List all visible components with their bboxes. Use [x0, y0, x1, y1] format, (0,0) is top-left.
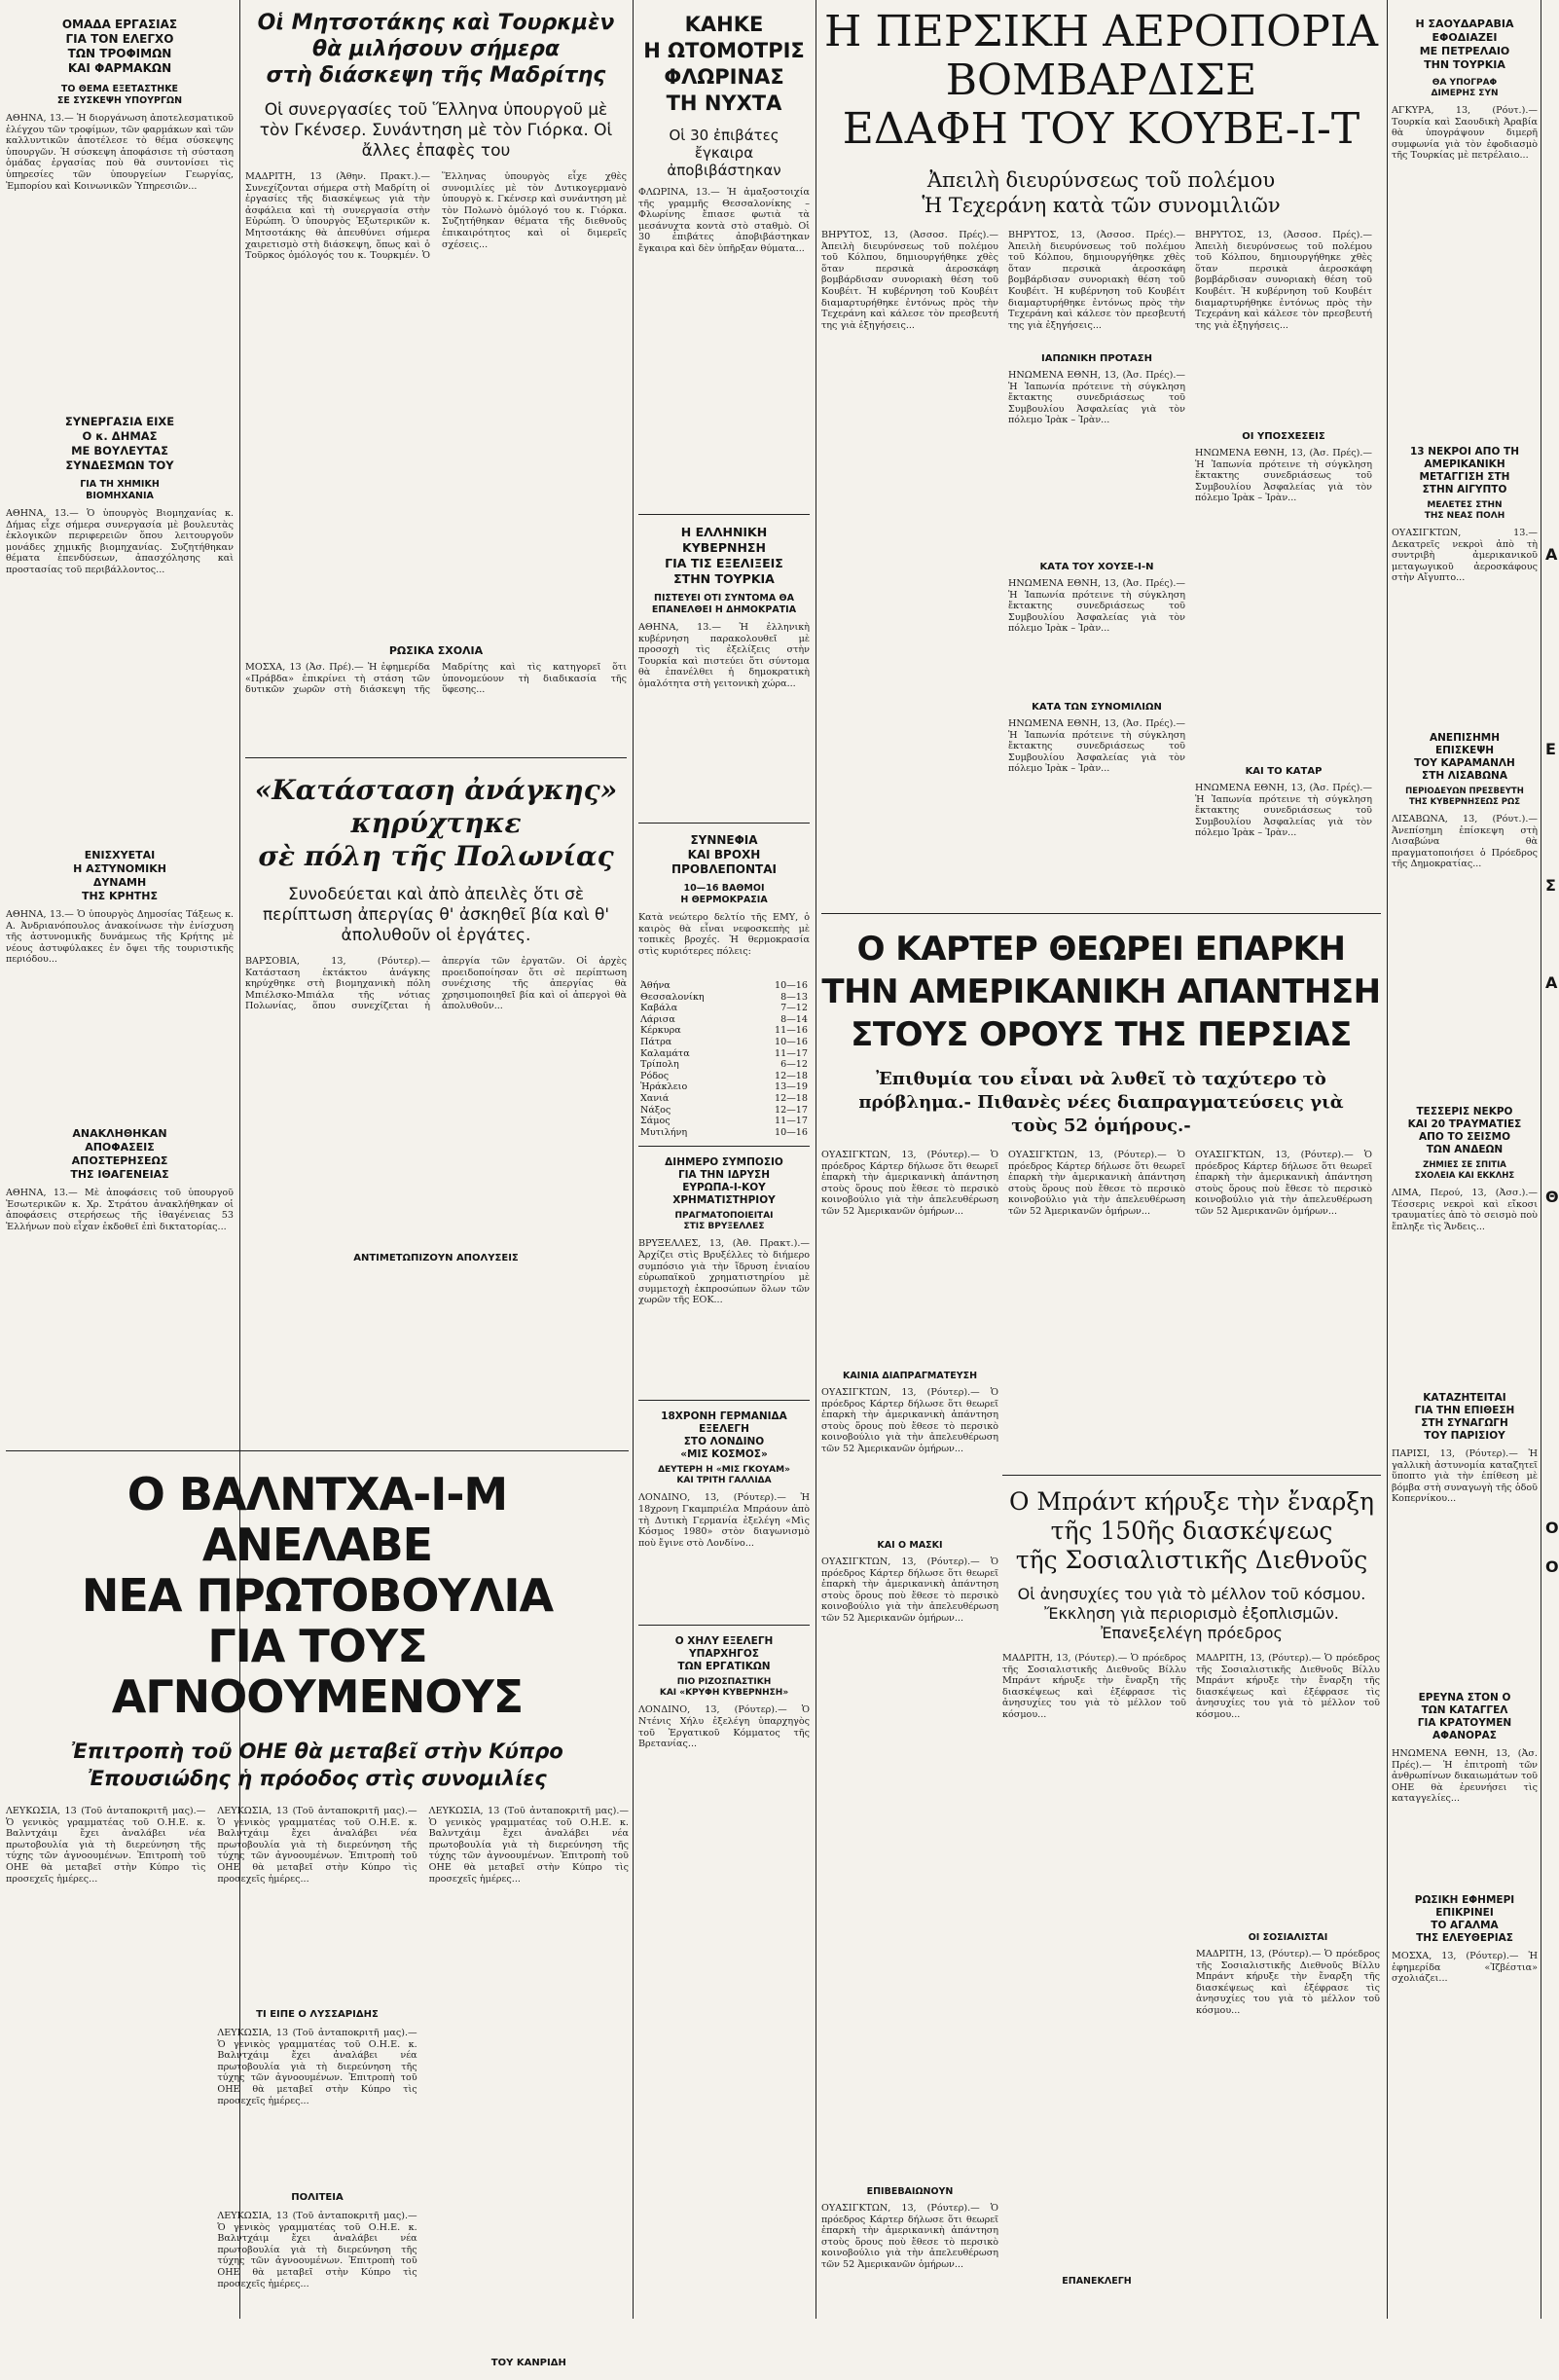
- headline-miss-world: 18ΧΡΟΝΗ ΓΕΡΜΑΝΙΔΑ ΕΞΕΛΕΓΗ ΣΤΟ ΛΟΝΔΙΝΟ «ΜΙΣ ΚΟΣΜΟΣ»: [661, 1410, 787, 1461]
- article-weather: Κατὰ νεώτερο δελτίο τῆς ΕΜΥ, ὁ καιρὸς θὰ εἶναι νεφοσκεπὴς μὲ τοπικὲς βροχές. Ἡ θερμοκρασία στὶς κυριότερες πόλεις:: [638, 912, 814, 957]
- subhead-politeia: ΠΟΛΙΤΕΙΑ: [291, 2192, 344, 2203]
- headline-mitsotakis: Οἱ Μητσοτάκης καὶ Τουρκμὲν θὰ μιλήσουν σήμερα στὴ διάσκεψη τῆς Μαδρίτης: [257, 11, 615, 88]
- article-egypt-crash: ΟΥΑΣΙΓΚΤΩΝ, 13.— Δεκατρεῖς νεκροὶ ἀπὸ τὴ συντριβὴ ἀμερικανικοῦ μεταγωγικοῦ ἀεροσκάφους στὴν Αἴγυπτο...: [1392, 528, 1541, 584]
- article-socialists: ΜΑΔΡΙΤΗ, 13, (Ρόυτερ).— Ὁ πρόεδρος τῆς Σοσιαλιστικῆς Διεθνοῦς Βίλλυ Μπράντ κήρυξε τὴν ἔναρξη τῆς διασκέψεως καὶ ἐξέφρασε τὶς ἀνησυχίες του γιὰ τὸ μέλλον τοῦ κόσμου...: [1196, 1949, 1384, 2016]
- article-paris-synagogue: ΠΑΡΙΣΙ, 13, (Ρόυτερ).— Ἡ γαλλικὴ ἀστυνομία καταζητεῖ ὕποπτο γιὰ τὴν ἐπίθεση μὲ βόμβα στὴ συναγωγὴ τῆς ὁδοῦ Κοπερνίκου...: [1392, 1448, 1541, 1505]
- column-2: [245, 0, 631, 1441]
- headline-crete-police: ΕΝΙΣΧΥΕΤΑΙ Η ΑΣΤΥΝΟΜΙΚΗ ΔΥΝΑΜΗ ΤΗΣ ΚΡΗΤΗΣ: [73, 849, 166, 902]
- article-persian-airforce: ΒΗΡΥΤΟΣ, 13, (Ἀσσοσ. Πρές).— Ἀπειλὴ διευρύνσεως τοῦ πολέμου τοῦ Κόλπου, δημιουργήθηκε χθὲς ὅταν περσικὰ ἀεροσκάφη βομβάρδισαν συνοριακὴ θέση τοῦ Κουβέιτ. Ἡ κυβέρνηση τοῦ Κουβέιτ διαμαρτυρήθηκε ἐντόνως πρὸς τὴν Τεχεράνη καὶ κάλεσε τὸν πρεσβευτή της γιὰ ἐξηγήσεις...: [821, 230, 1002, 331]
- article-greek-government-turkey: ΑΘΗΝΑ, 13.— Ἡ ἑλληνικὴ κυβέρνηση παρακολουθεῖ μὲ προσοχὴ τὶς ἐξελίξεις στὴν Τουρκία καὶ πιστεύει ὅτι σύντομα θὰ ἐπανέλθει ἡ δημοκρατικὴ ὁμαλότητα στὴ γειτονικὴ χώρα...: [638, 622, 814, 689]
- edge-letter: Ο: [1545, 1557, 1559, 1576]
- headline-dimas: ΣΥΝΕΡΓΑΣΙΑ ΕΙΧΕ Ο κ. ΔΗΜΑΣ ΜΕ ΒΟΥΛΕΥΤΑΣ ΣΥΝΔΕΣΜΩΝ ΤΟΥ: [64, 415, 175, 472]
- weather-range: 10—16: [774, 980, 808, 991]
- subhead-japanese-proposal: ΙΑΠΩΝΙΚΗ ΠΡΟΤΑΣΗ: [1041, 353, 1152, 364]
- waldheim-col-b: [217, 1806, 420, 2380]
- headline-florina-train: ΚΑΗΚΕ Η ΩΤΟΜΟΤΡΙΣ ΦΛΩΡΙΝΑΣ ΤΗ ΝΥΧΤΑ: [643, 13, 805, 115]
- article-against-hussein: ΗΝΩΜΕΝΑ ΕΘΝΗ, 13, (Ἀσ. Πρές).— Ἡ Ἰαπωνία πρότεινε τὴ σύγκληση ἔκτακτης συνεδριάσεως τοῦ Συμβουλίου Ἀσφαλείας γιὰ τὸν πόλεμο Ἰρὰκ – Ἰρὰν...: [1008, 578, 1189, 635]
- column-3: [638, 0, 814, 2319]
- edge-letter: Α: [1545, 973, 1558, 992]
- subhead-food-control: ΤΟ ΘΕΜΑ ΕΞΕΤΑΣΤΗΚΕ ΣΕ ΣΥΣΚΕΨΗ ΥΠΟΥΡΓΩΝ: [56, 84, 183, 106]
- weather-city: Κέρκυρα: [640, 1025, 681, 1037]
- article-carter-c: ΟΥΑΣΙΓΚΤΩΝ, 13, (Ρόυτερ).— Ὁ πρόεδρος Κάρτερ δήλωσε ὅτι θεωρεῖ ἐπαρκὴ τὴν ἀμερικανικὴ ἀπάντηση στοὺς ὅρους ποὺ ἔθεσε τὸ περσικὸ κοινοβούλιο γιὰ τὴν ἀπελευθέρωση τῶν 52 Ἀμερικανῶν ὁμήρων...: [1195, 1150, 1376, 1217]
- subhead-egypt-crash: ΜΕΛΕΤΕΣ ΣΤΗΝ ΤΗΣ ΝΕΑΣ ΠΟΛΗ: [1424, 500, 1505, 521]
- edge-letter: Ε: [1545, 740, 1556, 758]
- article-citizenship: ΑΘΗΝΑ, 13.— Μὲ ἀποφάσεις τοῦ ὑπουργοῦ Ἐσωτερικῶν κ. Χρ. Στράτου ἀνακλήθηκαν οἱ ἀποφάσεις στερήσεως τῆς ἰθαγένειας 53 Ἑλλήνων ποὺ εἶχαν ἐκδοθεῖ ἐπὶ δικτατορίας...: [6, 1188, 237, 1232]
- weather-range: 10—16: [774, 1126, 808, 1138]
- article-brandt-b: ΜΑΔΡΙΤΗ, 13, (Ρόυτερ).— Ὁ πρόεδρος τῆς Σοσιαλιστικῆς Διεθνοῦς Βίλλυ Μπράντ κήρυξε τὴν ἔναρξη τῆς διασκέψεως καὶ ἐξέφρασε τὶς ἀνησυχίες του γιὰ τὸ μέλλον τοῦ κόσμου...: [1196, 1653, 1384, 1720]
- deck-persian-airforce: Ἀπειλὴ διευρύνσεως τοῦ πολέμου Ἡ Τεχεράνη κατὰ τῶν συνομιλιῶν: [922, 168, 1281, 217]
- article-andes-quake: ΛΙΜΑ, Περού, 13, (Ἀσσ.).— Τέσσερις νεκροὶ καὶ εἴκοσι τραυματίες ἀπὸ τὸ σεισμὸ ποὺ ἔπληξε τὶς Ἄνδεις...: [1392, 1188, 1541, 1232]
- article-new-negotiation: ΟΥΑΣΙΓΚΤΩΝ, 13, (Ρόυτερ).— Ὁ πρόεδρος Κάρτερ δήλωσε ὅτι θεωρεῖ ἐπαρκὴ τὴν ἀμερικανικὴ ἀπάντηση στοὺς ὅρους ποὺ ἔθεσε τὸ περσικὸ κοινοβούλιο γιὰ τὴν ἀπελευθέρωση τῶν 52 Ἀμερικανῶν ὁμήρων...: [821, 1387, 1002, 1454]
- subhead-dimas: ΓΙΑ ΤΗ ΧΗΜΙΚΗ ΒΙΟΜΗΧΑΝΙΑ: [80, 479, 160, 501]
- weather-city: Πάτρα: [640, 1036, 672, 1047]
- article-miss-world: ΛΟΝΔΙΝΟ, 13, (Ρόυτερ).— Ἡ 18χρονη Γκαμπριέλα Μπράουν ἀπὸ τὴ Δυτικὴ Γερμανία ἐξελέγη «Μὶς Κόσμος 1980» στὸν διαγωνισμὸ ποὺ ἔγινε στὸ Λονδίνο...: [638, 1492, 814, 1549]
- weather-range: 12—18: [774, 1092, 808, 1104]
- article-crete-police: ΑΘΗΝΑ, 13.— Ὁ ὑπουργὸς Δημοσίας Τάξεως κ. Α. Ἀνδριανόπουλος ἀνακοίνωσε τὴν ἐνίσχυση τῆς ἀστυνομικῆς δυνάμεως τῆς Κρήτης μὲ νέους ἀστυφύλακες ἐν ὄψει τῆς τουριστικῆς περιόδου...: [6, 909, 237, 966]
- deck-florina-train: Οἱ 30 ἐπιβάτες ἔγκαιρα ἀποβιβάστηκαν: [667, 127, 781, 179]
- subhead-kanridis: ΤΟΥ ΚΑΝΡΙΔΗ: [490, 2358, 566, 2368]
- subhead-weather: 10—16 ΒΑΘΜΟΙ Η ΘΕΡΜΟΚΡΑΣΙΑ: [680, 883, 768, 905]
- deck-mitsotakis: Οἱ συνεργασίες τοῦ Ἕλληνα ὑπουργοῦ μὲ τὸν Γκένσερ. Συνάντηση μὲ τὸν Γιόρκα. Οἱ ἄλλες ἐπαφὲς του: [259, 100, 613, 161]
- headline-saudi-oil: Η ΣΑΟΥΔΑΡΑΒΙΑ ΕΦΟΔΙΑΖΕΙ ΜΕ ΠΕΤΡΕΛΑΙΟ ΤΗΝ ΤΟΥΡΚΙΑ: [1415, 18, 1514, 71]
- weather-range: 11—17: [774, 1116, 808, 1127]
- weather-row: [638, 1105, 810, 1117]
- weather-range: 10—16: [774, 1036, 808, 1047]
- brandt-col-b: [1196, 1653, 1384, 2276]
- subhead-qatar: ΚΑΙ ΤΟ ΚΑΤΑΡ: [1245, 766, 1323, 777]
- subhead-muskie: ΚΑΙ Ο ΜΑΣΚΙ: [877, 1540, 943, 1551]
- weather-table: [638, 980, 810, 1138]
- subhead-lyssarides: ΤΙ ΕΙΠΕ Ο ΛΥΣΣΑΡΙΔΗΣ: [256, 2009, 379, 2020]
- subhead-against-talks: ΚΑΤΑ ΤΩΝ ΣΥΝΟΜΙΛΙΩΝ: [1032, 702, 1162, 713]
- weather-range: 11—17: [774, 1047, 808, 1059]
- article-poland-emergency: ΒΑΡΣΟΒΙΑ, 13, (Ρόυτερ).— Κατάσταση ἐκτάκτου ἀνάγκης κηρύχθηκε στὴ βιομηχανικὴ πόλη Μπιέλσκο-Μπιάλα τῆς νότιας Πολωνίας, ὅπου συνεχίζεται ἡ ἀπεργία τῶν ἐργατῶν. Οἱ ἀρχὲς προειδοποίησαν ὅτι σὲ περίπτωση συνέχισης τῆς ἀπεργίας θὰ χρησιμοποιηθεῖ βία καὶ οἱ ἀπεργοὶ θὰ ἀπολυθοῦν...: [245, 956, 631, 1012]
- edge-letter: Ο: [1545, 1519, 1559, 1537]
- weather-city: Θεσσαλονίκη: [640, 991, 705, 1003]
- article-brandt: ΜΑΔΡΙΤΗ, 13, (Ρόυτερ).— Ὁ πρόεδρος τῆς Σοσιαλιστικῆς Διεθνοῦς Βίλλυ Μπράντ κήρυξε τὴν ἔναρξη τῆς διασκέψεως καὶ ἐξέφρασε τὶς ἀνησυχίες του γιὰ τὸ μέλλον τοῦ κόσμου...: [1002, 1653, 1190, 1720]
- deck-waldheim: Ἐπιτροπὴ τοῦ ΟΗΕ θὰ μεταβεῖ στὴν Κύπρο Ἐπουσιώδης ἡ πρόοδος στὶς συνομιλίες: [71, 1739, 563, 1790]
- edge-letter: Α: [1545, 545, 1558, 564]
- subhead-russian-comments: ΡΩΣΙΚΑ ΣΧΟΛΙΑ: [388, 644, 484, 657]
- headline-poland-emergency: «Κατάσταση ἀνάγκης» κηρύχτηκε σὲ πόλη τῆς Πολωνίας: [254, 774, 618, 872]
- weather-row: [638, 980, 810, 992]
- headline-brandt: Ο Μπράντ κήρυξε τὴν ἔναρξη τῆς 150ῆς διασκέψεως τῆς Σοσιαλιστικῆς Διεθνοῦς: [1008, 1487, 1375, 1574]
- article-symposium: ΒΡΥΞΕΛΛΕΣ, 13, (Ἀθ. Πρακτ.).— Ἀρχίζει στὶς Βρυξέλλες τὸ διήμερο συμπόσιο γιὰ τὴν ἵδρυση ἑνιαίου εὐρωπαϊκοῦ χρηματιστηρίου μὲ συμμετοχὴ ἐκπροσώπων ὅλων τῶν χωρῶν τῆς ΕΟΚ...: [638, 1238, 814, 1306]
- article-mitsotakis: ΜΑΔΡΙΤΗ, 13 (Ἀθην. Πρακτ.).— Συνεχίζονται σήμερα στὴ Μαδρίτη οἱ ἐργασίες τῆς διασκέψεως γιὰ τὴν ἀσφάλεια καὶ τὴ συνεργασία στὴν Εὐρώπη. Ὁ ὑπουργὸς Ἐξωτερικῶν κ. Μητσοτάκης θὰ ἀπευθύνει σήμερα χαιρετισμὸ στὴ διάσκεψη, ὅπως καὶ ὁ Τοῦρκος ὁμόλογός του κ. Τουρκμέν. Ὁ Ἕλληνας ὑπουργὸς εἶχε χθὲς συνομιλίες μὲ τὸν Δυτικογερμανὸ ὑπουργὸ κ. Γκένσερ καὶ συνάντηση μὲ τὸν Πολωνὸ ὁμόλογό του κ. Γιόρκα. Συζητήθηκαν θέματα τῆς διεθνοῦς ἐπικαιρότητος καὶ οἱ διμερεῖς σχέσεις...: [245, 171, 631, 262]
- article-against-talks: ΗΝΩΜΕΝΑ ΕΘΝΗ, 13, (Ἀσ. Πρές).— Ἡ Ἰαπωνία πρότεινε τὴ σύγκληση ἔκτακτης συνεδριάσεως τοῦ Συμβουλίου Ἀσφαλείας γιὰ τὸν πόλεμο Ἰρὰκ – Ἰρὰν...: [1008, 718, 1189, 775]
- waldheim-section: [6, 1450, 633, 2368]
- headline-waldheim: Ο ΒΑΛΝΤΧΑ-Ι-Μ ΑΝΕΛΑΒΕ ΝΕΑ ΠΡΩΤΟΒΟΥΛΙΑ ΓΙΑ ΤΟΥΣ ΑΓΝΟΟΥΜΕΝΟΥΣ: [81, 1468, 554, 1723]
- headline-andes-quake: ΤΕΣΣΕΡΙΣ ΝΕΚΡΟ ΚΑΙ 20 ΤΡΑΥΜΑΤΙΕΣ ΑΠΟ ΤΟ ΣΕΙΣΜΟ ΤΩΝ ΑΝΔΕΩΝ: [1407, 1106, 1522, 1155]
- weather-range: 12—18: [774, 1070, 808, 1081]
- edge-letter: Θ: [1545, 1188, 1559, 1206]
- section-rule: [1002, 1475, 1381, 1476]
- article-qatar: ΗΝΩΜΕΝΑ ΕΘΝΗ, 13, (Ἀσ. Πρές).— Ἡ Ἰαπωνία πρότεινε τὴ σύγκληση ἔκτακτης συνεδριάσεως τοῦ Συμβουλίου Ἀσφαλείας γιὰ τὸν πόλεμο Ἰρὰκ – Ἰρὰν...: [1195, 783, 1376, 839]
- weather-row: [638, 1093, 810, 1105]
- persian-col-c: [1195, 230, 1376, 903]
- carter-col-a: [821, 1150, 1002, 2288]
- subhead-symposium: ΠΡΑΓΜΑΤΟΠΟΙΕΙΤΑΙ ΣΤΙΣ ΒΡΥΞΕΛΛΕΣ: [674, 1211, 774, 1232]
- weather-row: [638, 1003, 810, 1014]
- headline-greek-government-turkey: Η ΕΛΛΗΝΙΚΗ ΚΥΒΕΡΝΗΣΗ ΓΙΑ ΤΙΣ ΕΞΕΛΙΞΕΙΣ ΣΤΗΝ ΤΟΥΡΚΙΑ: [665, 525, 783, 586]
- subhead-socialists: ΟΙ ΣΟΣΙΑΛΙΣΤΑΙ: [1248, 1932, 1328, 1943]
- weather-city: Ρόδος: [640, 1070, 670, 1081]
- weather-city: Ἀθήνα: [640, 980, 671, 991]
- persian-body: [821, 230, 1381, 903]
- weather-city: Ἡράκλειο: [640, 1081, 688, 1093]
- weather-city: Καλαμάτα: [640, 1047, 690, 1059]
- headline-weather: ΣΥΝΝΕΦΙΑ ΚΑΙ ΒΡΟΧΗ ΠΡΟΒΛΕΠΟΝΤΑΙ: [671, 833, 777, 876]
- article-florina-train: ΦΛΩΡΙΝΑ, 13.— Ἡ ἀμαξοστοιχία τῆς γραμμῆς Θεσσαλονίκης – Φλωρίνης ἔπιασε φωτιὰ τὰ μεσάνυχτα κοντὰ στὸ σταθμὸ. Οἱ 30 ἐπιβάτες ἀποβιβάστηκαν ἔγκαιρα καὶ δὲν ὑπῆρξαν θύματα...: [638, 187, 814, 254]
- weather-range: 11—16: [774, 1025, 808, 1037]
- weather-range: 13—19: [774, 1081, 808, 1093]
- article-politeia: ΛΕΥΚΩΣΙΑ, 13 (Τοῦ ἀνταποκριτῆ μας).— Ὁ γενικὸς γραμματέας τοῦ Ο.Η.Ε. κ. Βαλντχάιμ ἔχει ἀναλάβει νέα πρωτοβουλία γιὰ τὴ διερεύνηση τῆς τύχης τῶν ἀγνοουμένων. Ἐπιτροπὴ τοῦ ΟΗΕ θὰ μεταβεῖ στὴν Κύπρο τὶς προσεχεῖς ἡμέρες...: [217, 2211, 420, 2289]
- headline-karamanlis-lisbon: ΑΝΕΠΙΣΗΜΗ ΕΠΙΣΚΕΨΗ ΤΟΥ ΚΑΡΑΜΑΝΛΗ ΣΤΗ ΛΙΣΑΒΩΝΑ: [1414, 732, 1515, 782]
- brandt-body: [1002, 1653, 1384, 2276]
- subhead-layoffs: ΑΝΤΙΜΕΤΩΠΙΖΟΥΝ ΑΠΟΛΥΣΕΙΣ: [353, 1253, 519, 1263]
- section-rule: [638, 823, 810, 824]
- article-confirm: ΟΥΑΣΙΓΚΤΩΝ, 13, (Ρόυτερ).— Ὁ πρόεδρος Κάρτερ δήλωσε ὅτι θεωρεῖ ἐπαρκὴ τὴν ἀμερικανικὴ ἀπάντηση στοὺς ὅρους ποὺ ἔθεσε τὸ περσικὸ κοινοβούλιο γιὰ τὴν ἀπελευθέρωση τῶν 52 Ἀμερικανῶν ὁμήρων...: [821, 2203, 1002, 2270]
- weather-city: Χανιά: [640, 1092, 670, 1104]
- weather-city: Λάρισα: [640, 1013, 675, 1025]
- subhead-miss-world: ΔΕΥΤΕΡΗ Η «ΜΙΣ ΓΚΟΥΑΜ» ΚΑΙ ΤΡΙΤΗ ΓΑΛΛΙΔΑ: [658, 1465, 790, 1486]
- section-rule: [638, 1625, 810, 1626]
- weather-range: 6—12: [780, 1059, 808, 1071]
- weather-city: Σάμος: [640, 1116, 671, 1127]
- weather-range: 12—17: [774, 1104, 808, 1116]
- subhead-healey: ΠΙΟ ΡΙΖΟΣΠΑΣΤΙΚΗ ΚΑΙ «ΚΡΥΦΗ ΚΥΒΕΡΝΗΣΗ»: [659, 1677, 789, 1699]
- weather-row: [638, 1025, 810, 1037]
- weather-row: [638, 1071, 810, 1082]
- headline-carter: Ο ΚΑΡΤΕΡ ΘΕΩΡΕΙ ΕΠΑΡΚΗ ΤΗΝ ΑΜΕΡΙΚΑΝΙΚΗ ΑΠΑΝΤΗΣΗ ΣΤΟΥΣ ΟΡΟΥΣ ΤΗΣ ΠΕΡΣΙΑΣ: [821, 930, 1381, 1054]
- headline-persian-airforce: Η ΠΕΡΣΙΚΗ ΑΕΡΟΠΟΡΙΑ ΒΟΜΒΑΡΔΙΣΕ ΕΔΑΦΗ ΤΟΥ ΚΟΥΒΕ-Ι-Τ: [824, 7, 1378, 154]
- section-rule: [821, 913, 1381, 914]
- article-promises: ΗΝΩΜΕΝΑ ΕΘΝΗ, 13, (Ἀσ. Πρές).— Ἡ Ἰαπωνία πρότεινε τὴ σύγκληση ἔκτακτης συνεδριάσεως τοῦ Συμβουλίου Ἀσφαλείας γιὰ τὸν πόλεμο Ἰρὰκ – Ἰρὰν...: [1195, 448, 1376, 504]
- weather-row: [638, 1081, 810, 1093]
- subhead-karamanlis-lisbon: ΠΕΡΙΟΔΕΥΩΝ ΠΡΕΣΒΕΥΤΗ ΤΗΣ ΚΥΒΕΡΝΗΣΕΩΣ ΡΩΣ: [1405, 787, 1524, 807]
- article-persian-c: ΒΗΡΥΤΟΣ, 13, (Ἀσσοσ. Πρές).— Ἀπειλὴ διευρύνσεως τοῦ πολέμου τοῦ Κόλπου, δημιουργήθηκε χθὲς ὅταν περσικὰ ἀεροσκάφη βομβάρδισαν συνοριακὴ θέση τοῦ Κουβέιτ. Ἡ κυβέρνηση τοῦ Κουβέιτ διαμαρτυρήθηκε ἐντόνως πρὸς τὴν Τεχεράνη καὶ κάλεσε τὸν πρεσβευτή της γιὰ ἐξηγήσεις...: [1195, 230, 1376, 331]
- headline-symposium: ΔΙΗΜΕΡΟ ΣΥΜΠΟΣΙΟ ΓΙΑ ΤΗΝ ΙΔΡΥΣΗ ΕΥΡΩΠΑ-Ι-ΚΟΥ ΧΡΗΜΑΤΙΣΤΗΡΙΟΥ: [665, 1156, 783, 1207]
- section-rule: [638, 514, 810, 515]
- subhead-andes-quake: ΖΗΜΙΕΣ ΣΕ ΣΠΙΤΙΑ ΣΧΟΛΕΙΑ ΚΑΙ ΕΚΚΛΗΣ: [1414, 1160, 1515, 1181]
- weather-row: [638, 1116, 810, 1127]
- deck-brandt: Οἱ ἀνησυχίες του γιὰ τὸ μέλλον τοῦ κόσμου. Ἔκκληση γιὰ περιορισμὸ ἐξοπλισμῶν. Ἐπανεξελέγη πρόεδρος: [1017, 1585, 1366, 1642]
- article-waldheim: ΛΕΥΚΩΣΙΑ, 13 (Τοῦ ἀνταποκριτῆ μας).— Ὁ γενικὸς γραμματέας τοῦ Ο.Η.Ε. κ. Βαλντχάιμ ἔχει ἀναλάβει νέα πρωτοβουλία γιὰ τὴ διερεύνηση τῆς τύχης τῶν ἀγνοουμένων. Ἐπιτροπὴ τοῦ ΟΗΕ θὰ μεταβεῖ στὴν Κύπρο τὶς προσεχεῖς ἡμέρες...: [6, 1806, 209, 1885]
- headline-egypt-crash: 13 ΝΕΚΡΟΙ ΑΠΟ ΤΗ ΑΜΕΡΙΚΑΝΙΚΗ ΜΕΤΑΓΓΙΣΗ ΣΤΗ ΣΤΗΝ ΑΙΓΥΠΤΟ: [1410, 446, 1519, 495]
- weather-row: [638, 1059, 810, 1071]
- headline-citizenship: ΑΝΑΚΛΗΘΗΚΑΝ ΑΠΟΦΑΣΕΙΣ ΑΠΟΣΤΕΡΗΣΕΩΣ ΤΗΣ ΙΘΑΓΕΝΕΙΑΣ: [70, 1127, 169, 1181]
- weather-range: 8—14: [780, 1013, 808, 1025]
- weather-city: Τρίπολη: [640, 1059, 679, 1071]
- article-russian-comments: ΜΟΣΧΑ, 13 (Ἀσ. Πρέ).— Ἡ ἐφημερίδα «Πράβδα» ἐπικρίνει τὴ στάση τῶν δυτικῶν χωρῶν στὴ διάσκεψη τῆς Μαδρίτης καὶ τὶς κατηγορεῖ ὅτι ὑπονομεύουν τὴ διαδικασία τῆς ὕφεσης...: [245, 662, 631, 696]
- persian-col-b: [1008, 230, 1189, 903]
- article-food-control: ΑΘΗΝΑ, 13.— Ἡ διοργάνωση ἀποτελεσματικοῦ ἐλέγχου τῶν τροφίμων, τῶν φαρμάκων καὶ τῶν καλλυντικῶν ἀποτέλεσε τὸ θέμα σύσκεψης ὑπουργῶν. Ἡ σύσκεψη ἀποφάσισε τὴ σύσταση ὁμάδας ἐργασίας ποὺ θὰ συντονίσει τὶς ὑπηρεσίες τῶν ὑπουργείων Γεωργίας, Ἐμπορίου καὶ Κοινωνικῶν Ὑπηρεσιῶν...: [6, 113, 237, 192]
- article-waldheim-c: ΛΕΥΚΩΣΙΑ, 13 (Τοῦ ἀνταποκριτῆ μας).— Ὁ γενικὸς γραμματέας τοῦ Ο.Η.Ε. κ. Βαλντχάιμ ἔχει ἀναλάβει νέα πρωτοβουλία γιὰ τὴ διερεύνηση τῆς τύχης τῶν ἀγνοουμένων. Ἐπιτροπὴ τοῦ ΟΗΕ θὰ μεταβεῖ στὴν Κύπρο τὶς προσεχεῖς ἡμέρες...: [428, 1806, 633, 1885]
- subhead-new-negotiation: ΚΑΙΝΙΑ ΔΙΑΠΡΑΓΜΑΤΕΥΣΗ: [842, 1371, 978, 1381]
- subhead-confirm: ΕΠΙΒΕΒΑΙΩΝΟΥΝ: [866, 2186, 954, 2197]
- deck-poland-emergency: Συνοδεύεται καὶ ἀπὸ ἀπειλὲς ὅτι σὲ περίπτωση ἀπεργίας θ' ἀσκηθεῖ βία καὶ θ' ἀπολυθοῦν οἱ ἐργάτες.: [262, 885, 610, 945]
- column-rule: [1387, 0, 1388, 2319]
- article-karamanlis-lisbon: ΛΙΣΑΒΩΝΑ, 13, (Ρόυτ.).— Ἀνεπίσημη ἐπίσκεψη στὴ Λισαβώνα θὰ πραγματοποιήσει ὁ Πρόεδρος τῆς Δημοκρατίας...: [1392, 814, 1541, 870]
- section-rule: [638, 1400, 810, 1401]
- headline-un-investigation: ΕΡΕΥΝΑ ΣΤΟΝ Ο ΤΩΝ ΚΑΤΑΓΓΕΛ ΓΙΑ ΚΡΑΤΟΥΜΕΝ ΑΦΑΝΟΡΑΣ: [1417, 1692, 1512, 1741]
- subhead-reelected: ΕΠΑΝΕΚΛΕΓΗ: [1062, 2276, 1132, 2287]
- article-un-investigation: ΗΝΩΜΕΝΑ ΕΘΝΗ, 13, (Ἀσ. Πρές).— Ἡ ἐπιτροπὴ τῶν ἀνθρωπίνων δικαιωμάτων τοῦ ΟΗΕ θὰ ἐρευνήσει τὶς καταγγελίες...: [1392, 1748, 1541, 1805]
- article-dimas: ΑΘΗΝΑ, 13.— Ὁ ὑπουργὸς Βιομηχανίας κ. Δήμας εἶχε σήμερα συνεργασία μὲ βουλευτὰς ἐκλογικῶν περιφερειῶν ὅπου λειτουργοῦν μονάδες χημικῆς βιομηχανίας. Συζητήθηκαν θέματα ἐπενδύσεων, ἀπασχόλησης καὶ προστασίας τοῦ περιβάλλοντος...: [6, 508, 237, 575]
- weather-city: Μυτιλήνη: [640, 1126, 688, 1138]
- weather-row: [638, 1127, 810, 1139]
- weather-row: [638, 1048, 810, 1060]
- weather-range: 8—13: [780, 991, 808, 1003]
- article-healey: ΛΟΝΔΙΝΟ, 13, (Ρόυτερ).— Ὁ Ντένις Χήλυ ἐξελέγη ὑπαρχηγὸς τοῦ Ἐργατικοῦ Κόμματος τῆς Βρετανίας...: [638, 1704, 814, 1750]
- waldheim-col-c: [428, 1806, 633, 2380]
- section-rule: [245, 757, 627, 758]
- weather-row: [638, 1014, 810, 1026]
- article-muskie: ΟΥΑΣΙΓΚΤΩΝ, 13, (Ρόυτερ).— Ὁ πρόεδρος Κάρτερ δήλωσε ὅτι θεωρεῖ ἐπαρκὴ τὴν ἀμερικανικὴ ἀπάντηση στοὺς ὅρους ποὺ ἔθεσε τὸ περσικὸ κοινοβούλιο γιὰ τὴν ἀπελευθέρωση τῶν 52 Ἀμερικανῶν ὁμήρων...: [821, 1556, 1002, 1624]
- headline-russian-paper-statue: ΡΩΣΙΚΗ ΕΦΗΜΕΡΙ ΕΠΙΚΡΙΝΕΙ ΤΟ ΑΓΑΛΜΑ ΤΗΣ ΕΛΕΥΘΕΡΙΑΣ: [1414, 1894, 1515, 1944]
- column-6-edge: [1545, 0, 1557, 2319]
- article-japanese-proposal: ΗΝΩΜΕΝΑ ΕΘΝΗ, 13, (Ἀσ. Πρές).— Ἡ Ἰαπωνία πρότεινε τὴ σύγκληση ἔκτακτης συνεδριάσεως τοῦ Συμβουλίου Ἀσφαλείας γιὰ τὸν πόλεμο Ἰρὰκ – Ἰρὰν...: [1008, 370, 1189, 426]
- column-rule: [633, 0, 634, 2319]
- weather-range: 7—12: [780, 1003, 808, 1014]
- waldheim-body: [6, 1806, 633, 2380]
- brandt-section: [1002, 1475, 1384, 2319]
- headline-food-control: ΟΜΑΔΑ ΕΡΓΑΣΙΑΣ ΓΙΑ ΤΟΝ ΕΛΕΓΧΟ ΤΩΝ ΤΡΟΦΙΜΩΝ ΚΑΙ ΦΑΡΜΑΚΩΝ: [61, 18, 178, 75]
- weather-city: Νάξος: [640, 1104, 671, 1116]
- subhead-saudi-oil: ΘΑ ΥΠΟΓΡΑΦ ΔΙΜΕΡΗΣ ΣΥΝ: [1431, 78, 1499, 98]
- edge-letter: Σ: [1545, 876, 1556, 895]
- article-carter-b: ΟΥΑΣΙΓΚΤΩΝ, 13, (Ρόυτερ).— Ὁ πρόεδρος Κάρτερ δήλωσε ὅτι θεωρεῖ ἐπαρκὴ τὴν ἀμερικανικὴ ἀπάντηση στοὺς ὅρους ποὺ ἔθεσε τὸ περσικὸ κοινοβούλιο γιὰ τὴν ἀπελευθέρωση τῶν 52 Ἀμερικανῶν ὁμήρων...: [1008, 1150, 1189, 1217]
- headline-healey: Ο ΧΗΛΥ ΕΞΕΛΕΓΗ ΥΠΑΡΧΗΓΟΣ ΤΩΝ ΕΡΓΑΤΙΚΩΝ: [674, 1635, 774, 1673]
- subhead-against-hussein: ΚΑΤΑ ΤΟΥ ΧΟΥΣΕ-Ι-Ν: [1039, 562, 1154, 572]
- section-rule: [638, 1146, 810, 1147]
- weather-row: [638, 1037, 810, 1048]
- article-carter: ΟΥΑΣΙΓΚΤΩΝ, 13, (Ρόυτερ).— Ὁ πρόεδρος Κάρτερ δήλωσε ὅτι θεωρεῖ ἐπαρκὴ τὴν ἀμερικανικὴ ἀπάντηση στοὺς ὅρους ποὺ ἔθεσε τὸ περσικὸ κοινοβούλιο γιὰ τὴν ἀπελευθέρωση τῶν 52 Ἀμερικανῶν ὁμήρων...: [821, 1150, 1002, 1217]
- weather-row: [638, 992, 810, 1004]
- section-rule: [6, 1450, 629, 1451]
- article-saudi-oil: ΑΓΚΥΡΑ, 13, (Ρόυτ.).— Τουρκία καὶ Σαουδικὴ Ἀραβία θὰ ὑπογράψουν διμερῆ συμφωνία γιὰ τὸν ἐφοδιασμὸ τῆς Τουρκίας μὲ πετρέλαιο...: [1392, 105, 1541, 162]
- deck-carter: Ἐπιθυμία του εἶναι νὰ λυθεῖ τὸ ταχύτερο τὸ πρόβλημα.- Πιθανὲς νέες διαπραγματεύσεις γιὰ τοὺς 52 ὁμήρους.-: [858, 1069, 1344, 1136]
- article-persian-b: ΒΗΡΥΤΟΣ, 13, (Ἀσσοσ. Πρές).— Ἀπειλὴ διευρύνσεως τοῦ πολέμου τοῦ Κόλπου, δημιουργήθηκε χθὲς ὅταν περσικὰ ἀεροσκάφη βομβάρδισαν συνοριακὴ θέση τοῦ Κουβέιτ. Ἡ κυβέρνηση τοῦ Κουβέιτ διαμαρτυρήθηκε ἐντόνως πρὸς τὴν Τεχεράνη καὶ κάλεσε τὸν πρεσβευτή της γιὰ ἐξηγήσεις...: [1008, 230, 1189, 331]
- subhead-promises: ΟΙ ΥΠΟΣΧΕΣΕΙΣ: [1242, 431, 1325, 442]
- article-waldheim-b: ΛΕΥΚΩΣΙΑ, 13 (Τοῦ ἀνταποκριτῆ μας).— Ὁ γενικὸς γραμματέας τοῦ Ο.Η.Ε. κ. Βαλντχάιμ ἔχει ἀναλάβει νέα πρωτοβουλία γιὰ τὴ διερεύνηση τῆς τύχης τῶν ἀγνοουμένων. Ἐπιτροπὴ τοῦ ΟΗΕ θὰ μεταβεῖ στὴν Κύπρο τὶς προσεχεῖς ἡμέρες...: [217, 1806, 420, 1885]
- headline-paris-synagogue: ΚΑΤΑΖΗΤΕΙΤΑΙ ΓΙΑ ΤΗΝ ΕΠΙΘΕΣΗ ΣΤΗ ΣΥΝΑΓΩΓΗ ΤΟΥ ΠΑΡΙΣΙΟΥ: [1414, 1392, 1515, 1442]
- article-russian-paper-statue: ΜΟΣΧΑ, 13, (Ρόυτερ).— Ἡ ἐφημερίδα «Ἰζβέστια» σχολιάζει...: [1392, 1951, 1541, 1985]
- column-5: [1392, 0, 1541, 2319]
- weather-city: Καβάλα: [640, 1003, 678, 1014]
- subhead-greek-government-turkey: ΠΙΣΤΕΥΕΙ ΟΤΙ ΣΥΝΤΟΜΑ ΘΑ ΕΠΑΝΕΛΘΕΙ Η ΔΗΜΟΚΡΑΤΙΑ: [651, 593, 797, 615]
- article-lyssarides: ΛΕΥΚΩΣΙΑ, 13 (Τοῦ ἀνταποκριτῆ μας).— Ὁ γενικὸς γραμματέας τοῦ Ο.Η.Ε. κ. Βαλντχάιμ ἔχει ἀναλάβει νέα πρωτοβουλία γιὰ τὴ διερεύνηση τῆς τύχης τῶν ἀγνοουμένων. Ἐπιτροπὴ τοῦ ΟΗΕ θὰ μεταβεῖ στὴν Κύπρο τὶς προσεχεῖς ἡμέρες...: [217, 2028, 420, 2106]
